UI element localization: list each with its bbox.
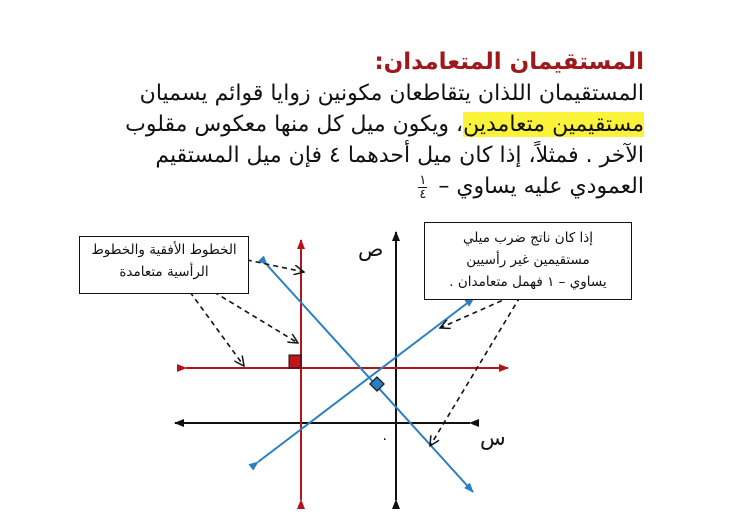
paragraph-line-1: المستقيمان اللذان يتقاطعان مكونين زوايا قوائم يسميان: [139, 81, 644, 106]
paragraph-line-2-rest: ، ويكون ميل كل منها معكوس مقلوب: [125, 112, 464, 137]
callout-left-line-2: الرأسية متعامدة: [119, 264, 209, 280]
blue-right-angle-marker: [370, 377, 384, 391]
red-right-angle-marker: [289, 355, 301, 368]
paragraph-line-3: الآخر . فمثلاً، إذا كان ميل أحدهما ٤ فإن ميل المستقيم: [155, 143, 644, 168]
callout-right-line-2: مستقيمين غير رأسيين: [466, 252, 590, 268]
origin-label: ٠: [381, 431, 389, 447]
callout-arrow-left-2: [214, 292, 298, 343]
callout-box-left: [79, 236, 249, 294]
callout-arrow-right-1: [440, 297, 510, 328]
callout-box-right: [424, 222, 632, 300]
x-axis-label: س: [480, 426, 506, 450]
fraction-numerator: ١: [419, 172, 427, 188]
fraction-denominator: ٤: [419, 186, 427, 202]
paragraph-line-4-text: العمودي عليه يساوي –: [438, 174, 644, 199]
callout-left-line-1: الخطوط الأفقية والخطوط: [91, 242, 237, 258]
callout-right-line-1: إذا كان ناتج ضرب ميلي: [462, 230, 594, 246]
callout-arrow-right-2: [430, 297, 520, 446]
section-heading: المستقيمان المتعامدان:: [374, 49, 644, 75]
blue-line-ascending: [258, 298, 474, 462]
callout-arrow-left-1: [190, 292, 244, 366]
y-axis-label: ص: [358, 237, 384, 261]
highlighted-term: مستقيمين متعامدين: [463, 112, 644, 137]
callout-right-line-3: يساوي – ١ فهمل متعامدان .: [449, 274, 607, 290]
